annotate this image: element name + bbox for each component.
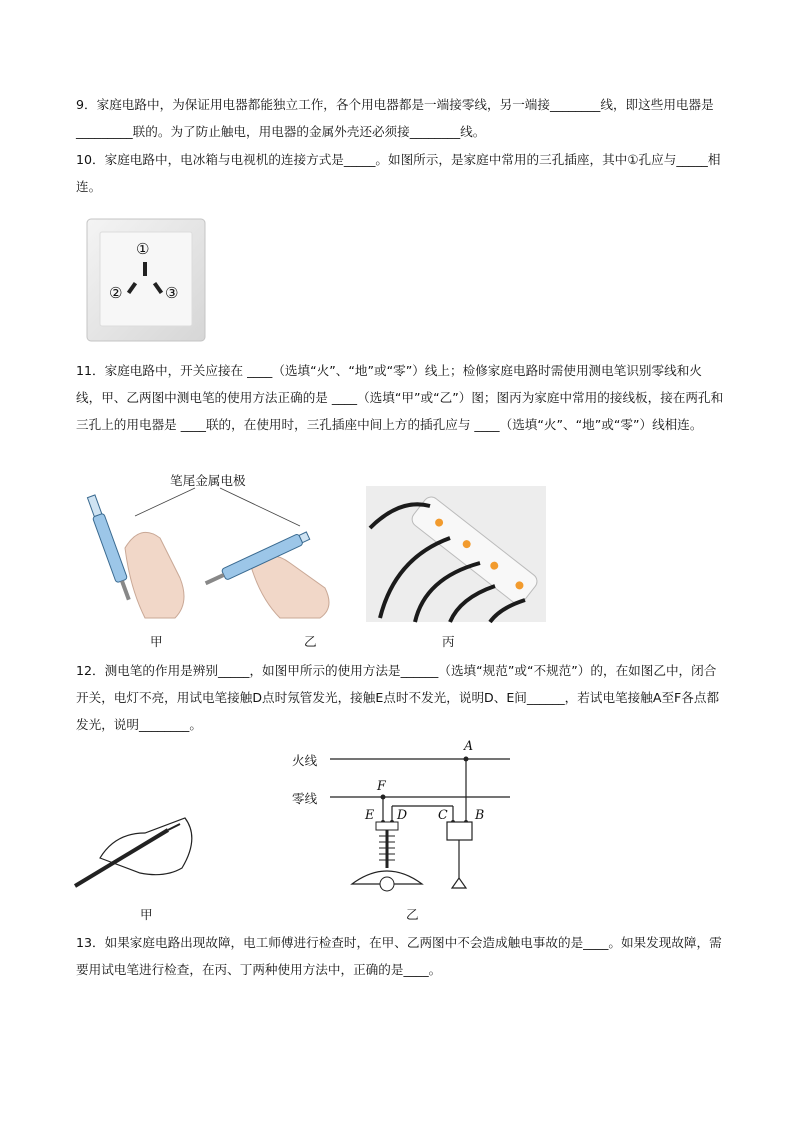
question-13: 13．如果家庭电路出现故障，电工师傅进行检查时，在甲、乙两图中不会造成触电事故的是____。如果发现故障，需要用试电笔进行检查，在丙、丁两种使用方法中，正确的是____。 <box>76 935 722 977</box>
question-9: 9．家庭电路中，为保证用电器都能独立工作，各个用电器都是一端接零线，另一端接________线，即这些用电器是_________联的。为了防止触电，用电器的金属外壳还必须接________线。 <box>76 97 714 139</box>
point-b-label: B <box>475 807 485 822</box>
live-wire-label: 火线 <box>292 753 318 768</box>
figure-jia-caption-12: 甲 <box>140 907 153 922</box>
hole-1-label: ① <box>136 240 150 258</box>
three-hole-socket-figure <box>86 218 206 346</box>
tester-pen-figures <box>70 468 550 648</box>
point-a-label: A <box>464 738 474 753</box>
hole-2-label: ② <box>109 284 123 302</box>
point-f-label: F <box>377 778 386 793</box>
question-10: 10．家庭电路中，电冰箱与电视机的连接方式是_____。如图所示，是家庭中常用的三孔插座，其中①孔应与_____相连。 <box>76 152 721 194</box>
figure-bing-caption: 丙 <box>442 634 455 649</box>
circuit-figures <box>70 738 520 928</box>
figure-yi-caption-12: 乙 <box>406 907 419 922</box>
point-e-label: E <box>365 807 375 822</box>
question-11: 11．家庭电路中，开关应接在 ____（选填“火”、“地”或“零”）线上；检修家庭电路时需使用测电笔识别零线和火线，甲、乙两图中测电笔的使用方法正确的是 ____（选填“甲”或“乙”）图；图丙为家庭中常用的接线板，接在两孔和三孔上的用电器是 ____联的，在使用时，三孔插座中间上方的插孔应与 ____（选填“火”、“地”或“零”）线相连。 <box>76 363 724 432</box>
figure-yi-caption: 乙 <box>304 634 317 649</box>
neutral-wire-label: 零线 <box>292 791 318 806</box>
question-12: 12．测电笔的作用是辨别_____，如图甲所示的使用方法是______（选填“规范”或“不规范”）的，在如图乙中，闭合开关，电灯不亮，用试电笔接触D点时氖管发光，接触E点时不发光，说明D、E间______，若试电笔接触A至F各点都发光，说明________。 <box>76 663 720 732</box>
point-c-label: C <box>438 807 448 822</box>
figure-jia-caption: 甲 <box>150 634 163 649</box>
pen-tail-electrode-label: 笔尾金属电极 <box>170 473 246 488</box>
hole-3-label: ③ <box>165 284 179 302</box>
point-d-label: D <box>397 807 408 822</box>
